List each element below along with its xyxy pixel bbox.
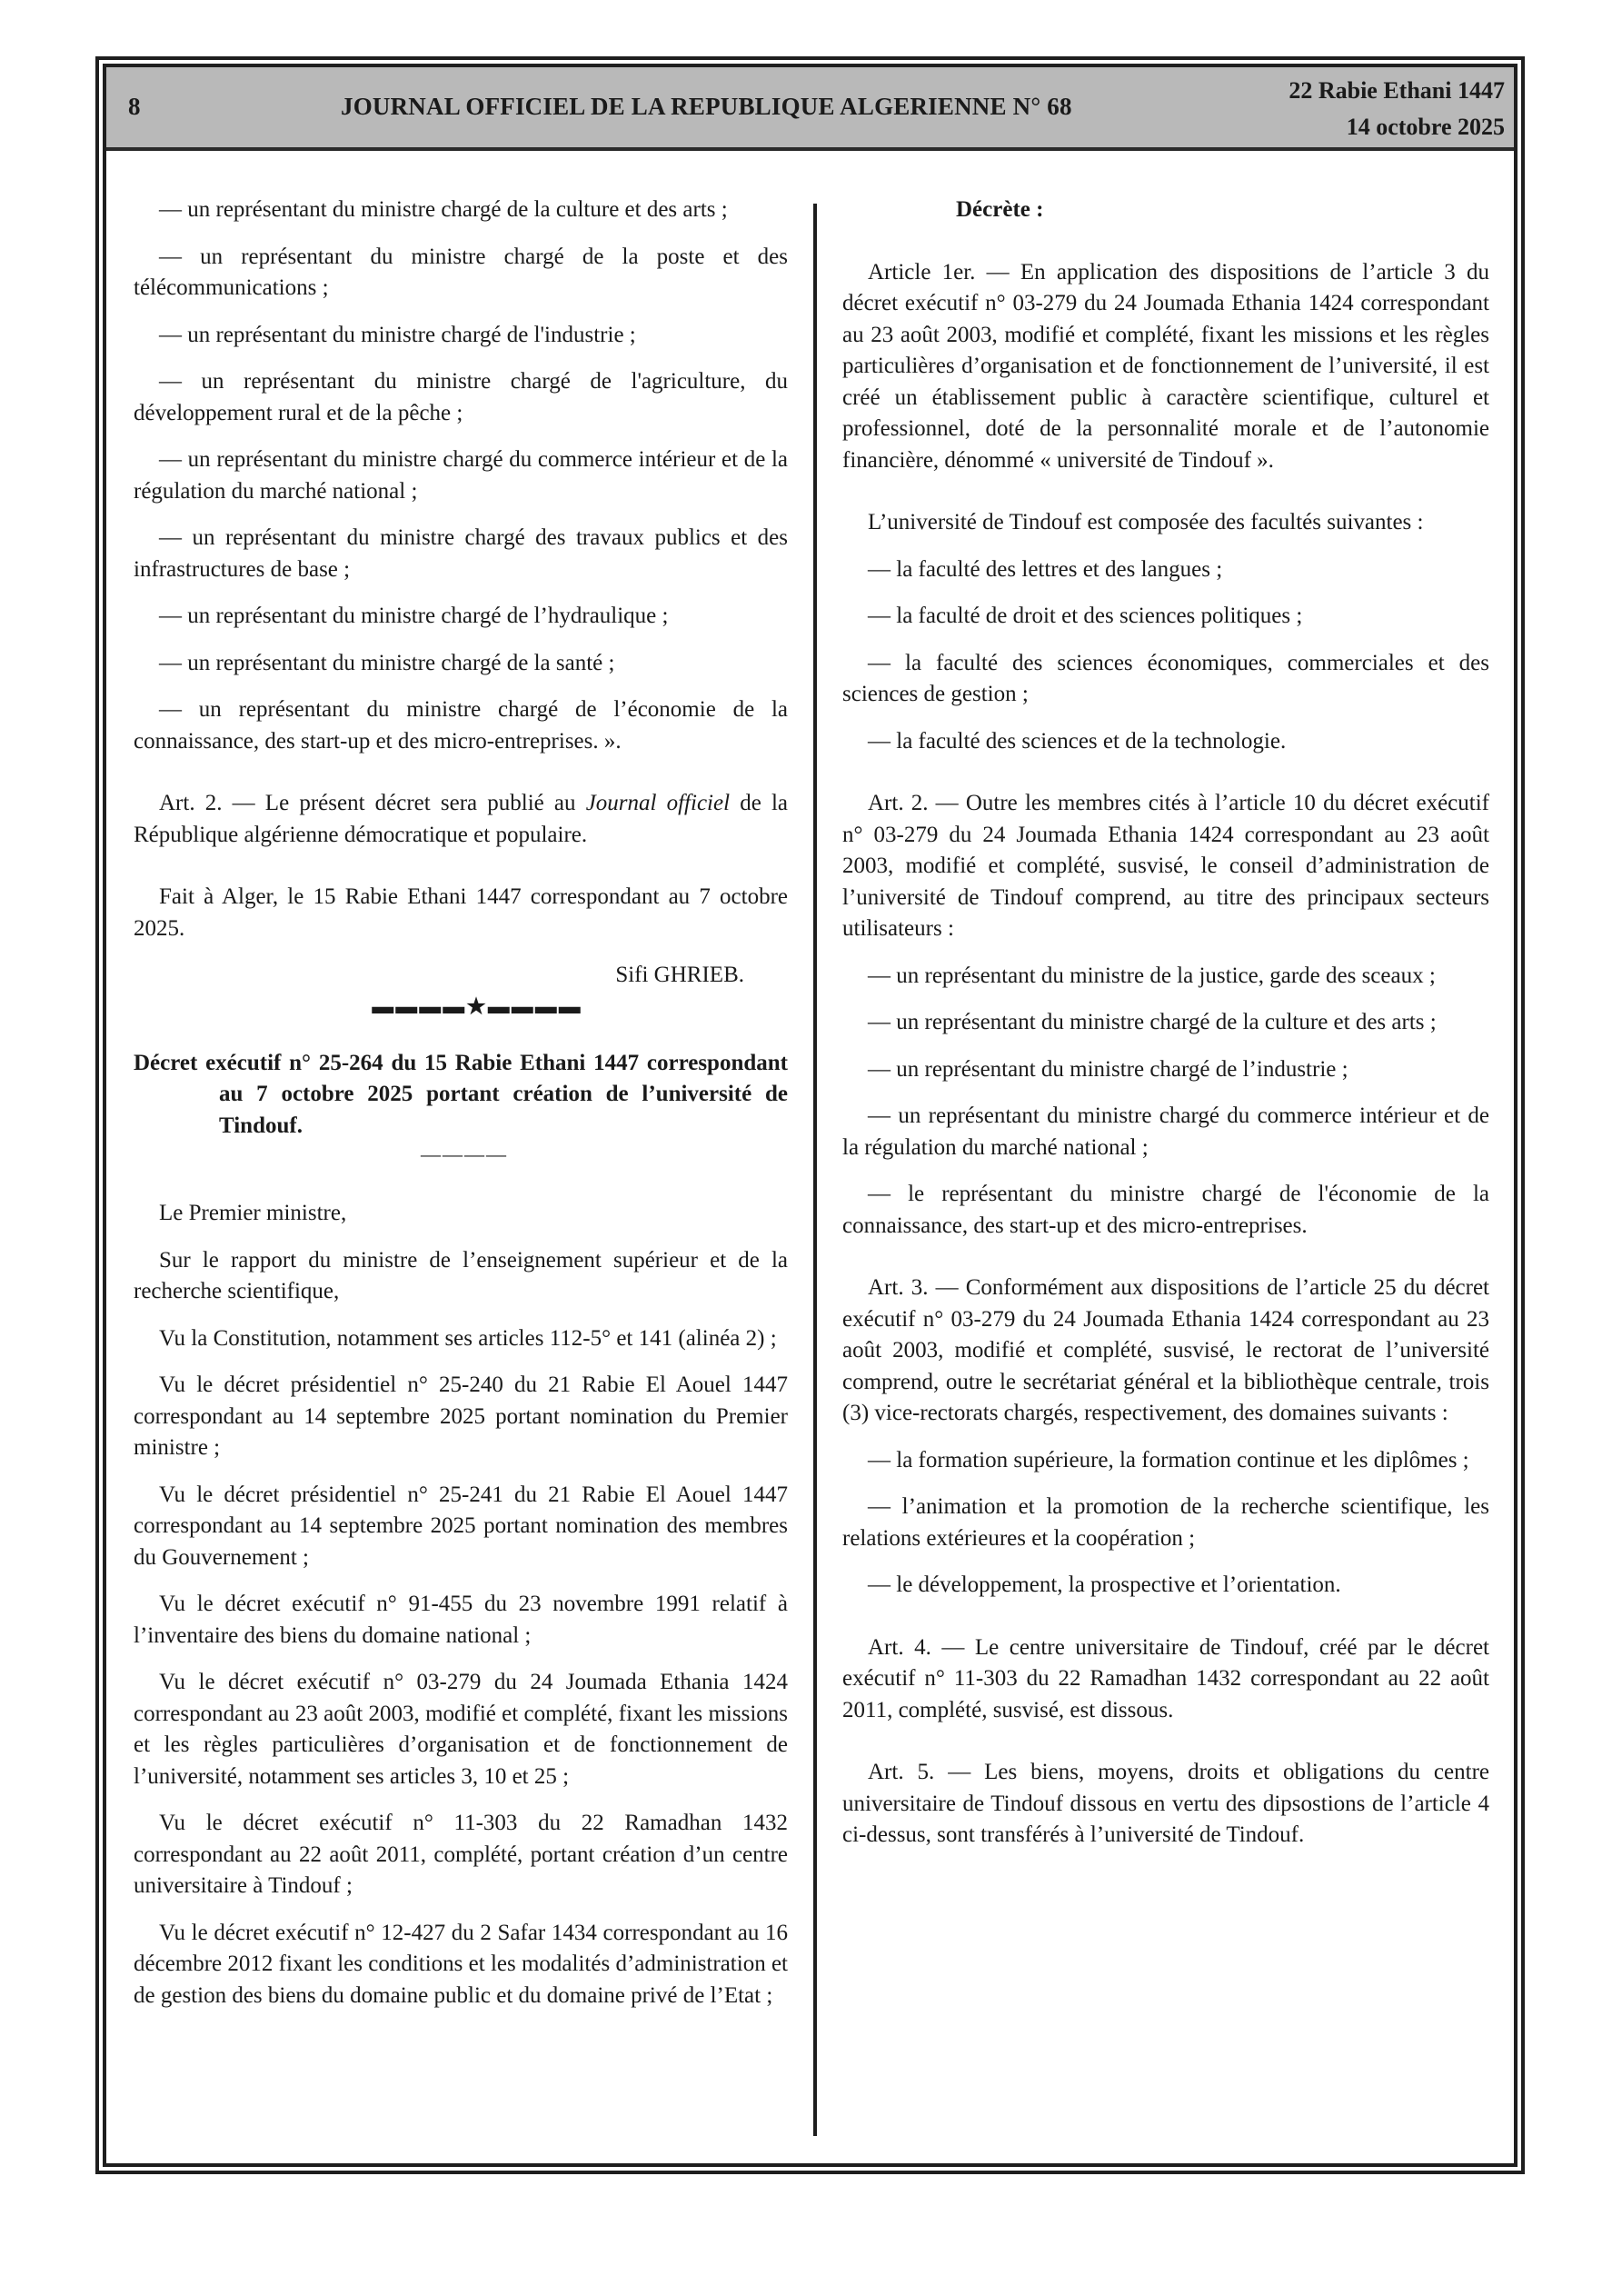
member-item: — un représentant du ministre chargé de la culture et des arts ;	[868, 1010, 1437, 1034]
faculty-item: — la faculté des sciences et de la technologie.	[868, 728, 1287, 754]
hijri-date: 22 Rabie Ethani 1447	[1289, 77, 1505, 104]
faculties-intro: L’université de Tindouf est composée des facultés suivantes :	[868, 510, 1424, 534]
visa-item: Vu la Constitution, notamment ses articles 112-5° et 141 (alinéa 2) ;	[159, 1325, 777, 1351]
article-3: Art. 3. — Conformément aux dispositions de l’article 25 du décret exécutif n° 03-279 du 24 Joumada Ethania 1424 correspondant au 23 août 2003, modifié et complété, susvisé, le rectorat de l’université comprend, outre le secrétariat général et la bibliothèque centrale, trois (3) vice-rectorats chargés, respectivement, des domaines suivants :	[842, 1275, 1489, 1425]
domain-item: — l’animation et la promotion de la recherche scientifique, les relations extérieures et la coopération ;	[842, 1494, 1489, 1551]
article-1: Article 1er. — En application des dispositions de l’article 3 du décret exécutif n° 03-279 du 24 Joumada Ethania 1424 correspondant au 23 août 2003, modifié et complété, fixant les missions et les règles particulières d’organisation et de fonctionnement de l’université, il est créé un établissement public à caractère scientifique, culturel et professionnel, doté de la personnalité morale et de l’autonomie financière, dénommé « université de Tindouf ».	[842, 259, 1489, 473]
journal-title: JOURNAL OFFICIEL DE LA REPUBLIQUE ALGERIENNE N° 68	[341, 93, 1072, 120]
journal-header	[106, 67, 1514, 151]
domain-item: — le développement, la prospective et l’orientation.	[868, 1572, 1341, 1597]
list-item: — un représentant du ministre chargé de la culture et des arts ;	[159, 197, 728, 222]
decrete-heading: Décrète :	[956, 197, 1044, 222]
member-item: — un représentant du ministre de la justice, garde des sceaux ;	[868, 963, 1436, 988]
domain-item: — la formation supérieure, la formation continue et les diplômes ;	[868, 1447, 1469, 1472]
visa-item: Vu le décret présidentiel n° 25-240 du 21 Rabie El Aouel 1447 correspondant au 14 septembre 2025 portant nomination du Premier ministre ;	[134, 1373, 788, 1460]
title-separator: ————	[421, 1143, 508, 1165]
gregorian-date: 14 octobre 2025	[1346, 114, 1505, 140]
article-2: Art. 2. — Outre les membres cités à l’article 10 du décret exécutif n° 03-279 du 24 Joumada Ethania 1424 correspondant au 23 août 2003, modifié et complété, susvisé, le conseil d’administration de l’université de Tindouf comprend, au titre des principaux secteurs utilisateurs :	[842, 791, 1489, 941]
journal-officiel-italic: Journal officiel	[585, 791, 731, 815]
article-4: Art. 4. — Le centre universitaire de Tindouf, créé par le décret exécutif n° 11-303 du 22 Ramadhan 1432 correspondant au 22 août 2011, complété, susvisé, est dissous.	[842, 1634, 1489, 1722]
faculty-item: — la faculté de droit et des sciences politiques ;	[868, 604, 1303, 628]
member-item: — le représentant du ministre chargé de l'économie de la connaissance, des start-up et des micro-entreprises.	[842, 1182, 1489, 1238]
list-item: — un représentant du ministre chargé de l'industrie ;	[159, 322, 636, 347]
fait-a-alger: Fait à Alger, le 15 Rabie Ethani 1447 correspondant au 7 octobre 2025.	[134, 884, 788, 941]
list-item: — un représentant du ministre chargé de l'agriculture, du développement rural et de la pêche ;	[134, 369, 788, 425]
left-column	[134, 195, 788, 2027]
visa-item: Vu le décret exécutif n° 11-303 du 22 Ramadhan 1432 correspondant au 22 août 2011, complété, portant création d’un centre universitaire à Tindouf ;	[134, 1811, 788, 1898]
list-item: — un représentant du ministre chargé de l’économie de la connaissance, des start-up et des micro-entreprises. ».	[134, 697, 788, 754]
visa-item: Vu le décret exécutif n° 91-455 du 23 novembre 1991 relatif à l’inventaire des biens du domaine national ;	[134, 1592, 788, 1648]
list-item: — un représentant du ministre chargé du commerce intérieur et de la régulation du marché national ;	[134, 447, 788, 504]
column-divider	[813, 204, 817, 2136]
issue-date	[1289, 73, 1505, 145]
list-item: — un représentant du ministre chargé de la poste et des télécommunications ;	[134, 244, 788, 300]
star-separator: ▬▬▬▬★▬▬▬▬	[372, 994, 582, 1019]
article-5: Art. 5. — Les biens, moyens, droits et obligations du centre universitaire de Tindouf dissous en vertu des dipsostions de l’article 4 ci-dessus, sont transférés à l’université de Tindouf.	[842, 1760, 1489, 1847]
list-item: — un représentant du ministre chargé des travaux publics et des infrastructures de base ;	[134, 525, 788, 582]
list-item: — un représentant du ministre chargé de la santé ;	[159, 650, 615, 675]
signature: Sifi GHRIEB.	[615, 963, 744, 987]
visa-item: Vu le décret exécutif n° 12-427 du 2 Safar 1434 correspondant au 16 décembre 2012 fixant les conditions et les modalités d’administration et de gestion des biens du domaine public et du domaine privé de l’Etat ;	[134, 1920, 788, 2008]
list-item: — un représentant du ministre chargé de l’hydraulique ;	[159, 604, 669, 628]
visa-item: Vu le décret exécutif n° 03-279 du 24 Joumada Ethania 1424 correspondant au 23 août 2003, modifié et complété, fixant les missions et les règles particulières d’organisation et de fonctionnement de l’université, notamment ses articles 3, 10 et 25 ;	[134, 1670, 788, 1789]
page-inner-border	[103, 64, 1518, 2167]
page-number: 8	[128, 93, 141, 120]
page-outer-border	[95, 56, 1525, 2174]
decree-title: Décret exécutif n° 25-264 du 15 Rabie Ethani 1447 correspondant au 7 octobre 2025 portant création de l’université de Tindouf.	[134, 1050, 788, 1138]
faculty-item: — la faculté des sciences économiques, commerciales et des sciences de gestion ;	[842, 650, 1489, 706]
member-item: — un représentant du ministre chargé de l’industrie ;	[868, 1056, 1348, 1082]
article-2-publication: Art. 2. — Le présent décret sera publié au Journal officiel de la République algérienne démocratique et populaire.	[134, 791, 788, 847]
member-item: — un représentant du ministre chargé du commerce intérieur et de la régulation du marché national ;	[842, 1103, 1489, 1160]
premier-ministre: Le Premier ministre,	[159, 1201, 347, 1225]
right-column	[842, 195, 1489, 1867]
visa-item: Vu le décret présidentiel n° 25-241 du 21 Rabie El Aouel 1447 correspondant au 14 septembre 2025 portant nomination des membres du Gouvernement ;	[134, 1482, 788, 1570]
visa-item: Sur le rapport du ministre de l’enseignement supérieur et de la recherche scientifique,	[134, 1247, 788, 1303]
faculty-item: — la faculté des lettres et des langues ;	[868, 556, 1223, 582]
